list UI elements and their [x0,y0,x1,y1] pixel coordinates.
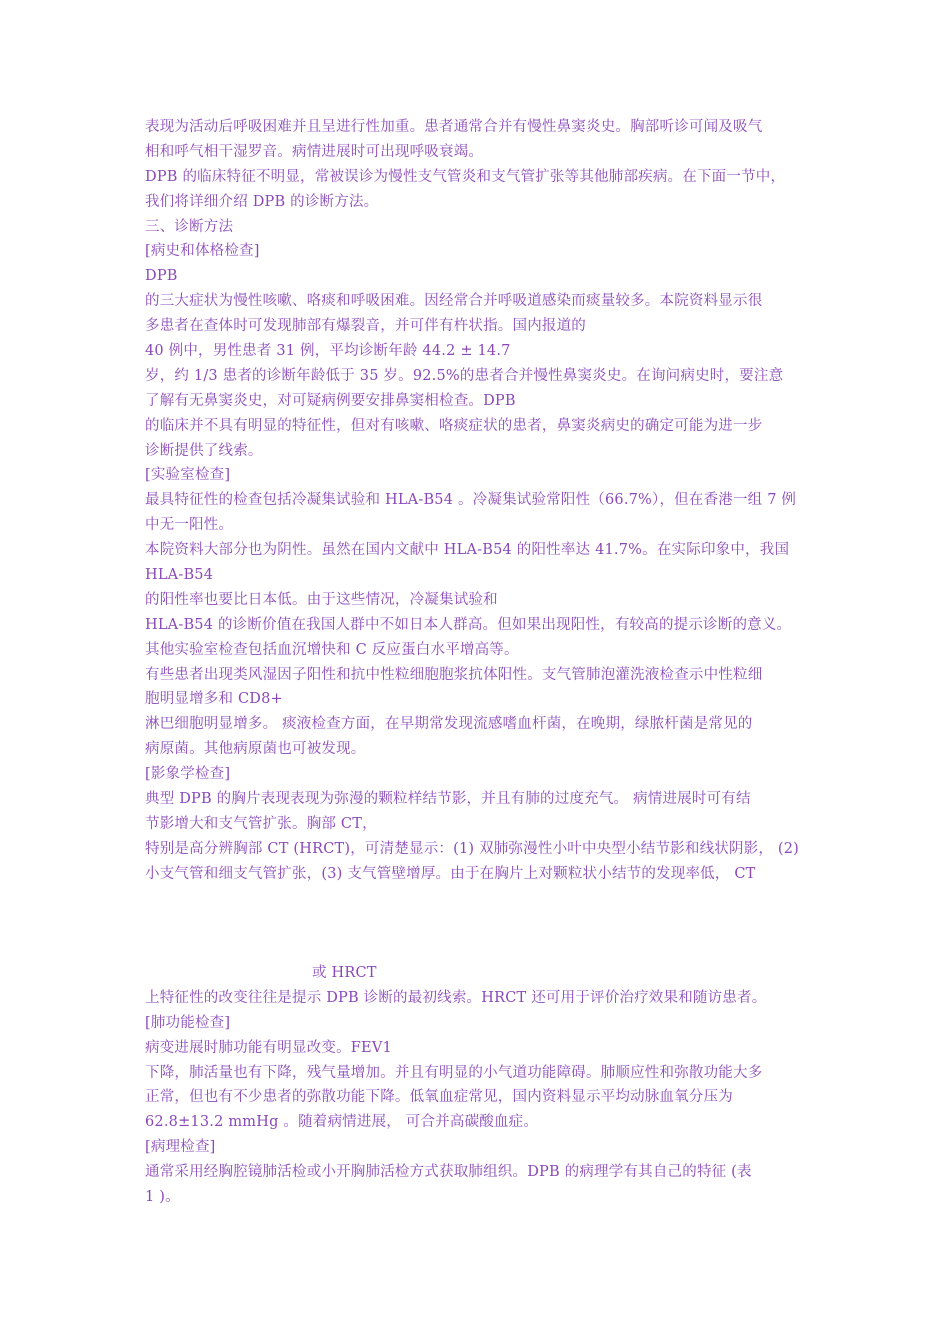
text-line: 有些患者出现类风湿因子阳性和抗中性粒细胞胞浆抗体阳性。支气管肺泡灌洗液检查示中性粒细 [145,666,763,683]
subsection-heading: [病理检查] [145,1139,216,1156]
text-block-bottom [145,961,817,1210]
text-line: DPB [145,268,178,285]
text-line: 中无一阳性。 [145,517,234,534]
text-line: 的阳性率也要比日本低。由于这些情况，冷凝集试验和 [145,591,498,608]
text-line: 岁，约 1/3 患者的诊断年龄低于 35 岁。92.5%的患者合并慢性鼻窦炎史。在询问病史时，要注意 [145,367,784,384]
text-line: 最具特征性的检查包括冷凝集试验和 HLA-B54 。冷凝集试验常阳性（66.7%），但在香港一组 7 例 [145,492,797,509]
subsection-heading: [实验室检查] [145,467,231,484]
text-line: DPB 的临床特征不明显，常被误诊为慢性支气管炎和支气管扩张等其他肺部疾病。在下面一节中， [145,168,786,185]
text-line: 病变进展时肺功能有明显改变。FEV1 [145,1039,392,1056]
text-line: 相和呼气相干湿罗音。病情进展时可出现呼吸衰竭。 [145,143,484,160]
subsection-heading: [影象学检查] [145,766,231,783]
text-line: 了解有无鼻窦炎史，对可疑病例要安排鼻窦相检查。DPB [145,392,516,409]
text-line: 特别是高分辨胸部 CT (HRCT)，可清楚显示：(1) 双肺弥漫性小叶中央型小结节影和线状阴影， (2) [145,840,800,857]
text-line: 62.8±13.2 mmHg 。随着病情进展， 可合并高碳酸血症。 [145,1114,539,1131]
text-line: 正常，但也有不少患者的弥散功能下降。低氧血症常见，国内资料显示平均动脉血氧分压为 [145,1089,733,1106]
text-line: 通常采用经胸腔镜肺活检或小开胸肺活检方式获取肺组织。DPB 的病理学有其自己的特征 (表 [145,1164,752,1181]
text-line: 的临床并不具有明显的特征性，但对有咳嗽、咯痰症状的患者，鼻窦炎病史的确定可能为进一步 [145,417,763,434]
text-line: HLA-B54 的诊断价值在我国人群中不如日本人群高。但如果出现阳性，有较高的提示诊断的意义。 [145,616,792,633]
text-line: 诊断提供了线索。 [145,442,263,459]
text-line: 淋巴细胞明显增多。 痰液检查方面，在早期常发现流感嗜血杆菌，在晚期，绿脓杆菌是常见的 [145,716,753,733]
text-line: 胞明显增多和 CD8+ [145,691,283,708]
text-line: 其他实验室检查包括血沉增快和 C 反应蛋白水平增高等。 [145,641,519,658]
text-line: 节影增大和支气管扩张。胸部 CT， [145,815,377,832]
text-line: HLA-B54 [145,567,214,584]
text-line: 典型 DPB 的胸片表现表现为弥漫的颗粒样结节影，并且有肺的过度充气。 病情进展时可有结 [145,791,751,808]
text-line-or-hrct: 或 HRCT [312,965,377,981]
section-heading: 三、诊断方法 [145,218,234,235]
text-line: 小支气管和细支气管扩张，(3) 支气管壁增厚。由于在胸片上对颗粒状小结节的发现率低， CT [145,865,756,882]
text-line: 我们将详细介绍 DPB 的诊断方法。 [145,193,379,210]
text-line: 1 )。 [145,1189,180,1206]
text-line: 的三大症状为慢性咳嗽、咯痰和呼吸困难。因经常合并呼吸道感染而痰量较多。本院资料显示很 [145,293,763,310]
text-line: 多患者在查体时可发现肺部有爆裂音，并可伴有杵状指。国内报道的 [145,318,586,335]
subsection-heading: [病史和体格检查] [145,243,260,260]
text-line: 40 例中，男性患者 31 例，平均诊断年龄 44.2 ± 14.7 [145,343,511,360]
text-line: 表现为活动后呼吸困难并且呈进行性加重。患者通常合并有慢性鼻窦炎史。胸部听诊可闻及吸气 [145,119,763,135]
text-line: 下降，肺活量也有下降，残气量增加。并且有明显的小气道功能障碍。肺顺应性和弥散功能大多 [145,1064,763,1081]
text-line: 上特征性的改变往往是提示 DPB 诊断的最初线索。HRCT 还可用于评价治疗效果和随访患者。 [145,989,767,1006]
text-line: 病原菌。其他病原菌也可被发现。 [145,741,366,758]
subsection-heading: [肺功能检查] [145,1014,231,1031]
text-block-top [145,115,817,887]
text-line: 本院资料大部分也为阴性。虽然在国内文献中 HLA-B54 的阳性率达 41.7%。在实际印象中，我国 [145,542,790,559]
